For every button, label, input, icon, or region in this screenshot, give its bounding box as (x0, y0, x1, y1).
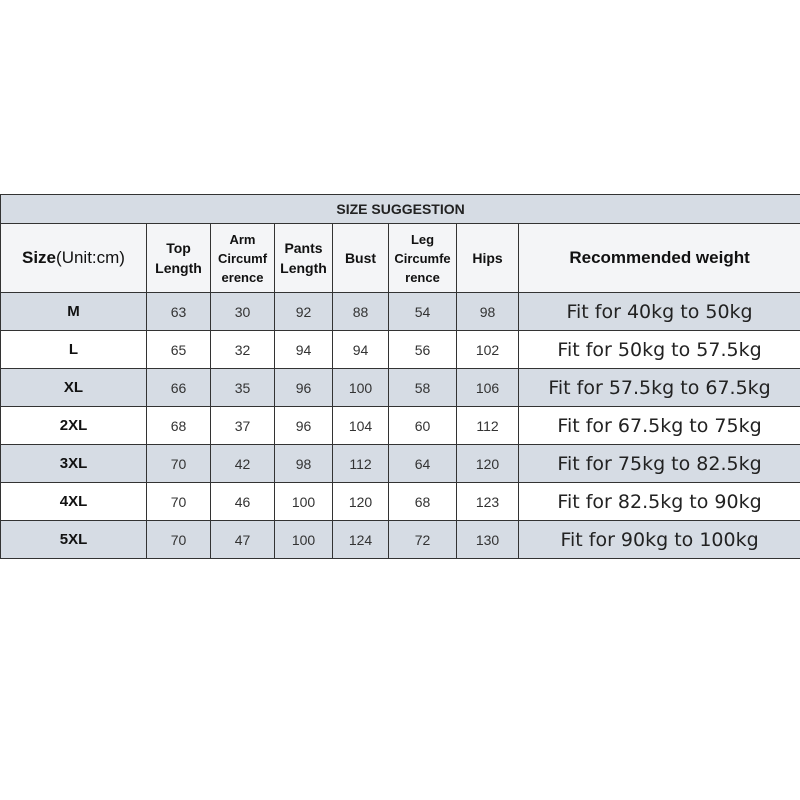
hips-header: Hips (457, 224, 519, 293)
hips-cell: 123 (457, 483, 519, 521)
arm-cell: 47 (211, 521, 275, 559)
table-row (1, 483, 800, 521)
weight-cell: Fit for 82.5kg to 90kg (519, 483, 800, 521)
bust-cell: 112 (333, 445, 389, 483)
hips-cell: 120 (457, 445, 519, 483)
arm-header-line: Circumf (217, 250, 268, 266)
pants-length-header (275, 224, 333, 293)
size-cell: M (1, 293, 147, 331)
top-length-header (147, 224, 211, 293)
bust-cell: 100 (333, 369, 389, 407)
size-cell: 2XL (1, 407, 147, 445)
arm-cell: 46 (211, 483, 275, 521)
size-cell: L (1, 331, 147, 369)
recommended-weight-header: Recommended weight (519, 224, 800, 293)
table-row (1, 407, 800, 445)
hips-cell: 106 (457, 369, 519, 407)
size-header-label: Size (22, 248, 57, 267)
arm-circumference-header (211, 224, 275, 293)
weight-cell: Fit for 67.5kg to 75kg (519, 407, 800, 445)
bust-cell: 104 (333, 407, 389, 445)
arm-cell: 37 (211, 407, 275, 445)
table-row (1, 521, 800, 559)
leg-cell: 56 (389, 331, 457, 369)
leg-circumference-header (389, 224, 457, 293)
table-row (1, 369, 800, 407)
leg-cell: 72 (389, 521, 457, 559)
top-length-cell: 68 (147, 407, 211, 445)
pants-length-cell: 98 (275, 445, 333, 483)
bust-cell: 124 (333, 521, 389, 559)
size-unit-label: (Unit:cm) (56, 248, 125, 267)
weight-cell: Fit for 40kg to 50kg (519, 293, 800, 331)
pants-header-line: Pants (284, 240, 323, 256)
leg-header-line: rence (405, 269, 440, 285)
pants-length-cell: 96 (275, 369, 333, 407)
bust-cell: 94 (333, 331, 389, 369)
hips-cell: 130 (457, 521, 519, 559)
top-length-header-line: Length (155, 260, 202, 276)
size-chart-table (0, 194, 800, 559)
table-row (1, 293, 800, 331)
header-row (1, 224, 800, 293)
pants-length-cell: 100 (275, 483, 333, 521)
arm-header-line: erence (221, 269, 264, 285)
pants-length-cell: 92 (275, 293, 333, 331)
arm-cell: 30 (211, 293, 275, 331)
table-title: SIZE SUGGESTION (1, 195, 800, 224)
leg-header-line: Circumfe (394, 250, 451, 266)
top-length-cell: 63 (147, 293, 211, 331)
size-header (1, 224, 147, 293)
top-length-header-line: Top (166, 240, 191, 256)
top-length-cell: 70 (147, 483, 211, 521)
leg-cell: 64 (389, 445, 457, 483)
hips-cell: 98 (457, 293, 519, 331)
weight-cell: Fit for 50kg to 57.5kg (519, 331, 800, 369)
bust-header: Bust (333, 224, 389, 293)
hips-cell: 112 (457, 407, 519, 445)
pants-header-line: Length (280, 260, 327, 276)
arm-cell: 32 (211, 331, 275, 369)
hips-cell: 102 (457, 331, 519, 369)
size-cell: 5XL (1, 521, 147, 559)
top-length-cell: 70 (147, 521, 211, 559)
pants-length-cell: 96 (275, 407, 333, 445)
pants-length-cell: 100 (275, 521, 333, 559)
table-row (1, 445, 800, 483)
bust-cell: 88 (333, 293, 389, 331)
title-row (1, 195, 800, 224)
leg-cell: 68 (389, 483, 457, 521)
pants-length-cell: 94 (275, 331, 333, 369)
size-cell: 3XL (1, 445, 147, 483)
weight-cell: Fit for 57.5kg to 67.5kg (519, 369, 800, 407)
leg-cell: 58 (389, 369, 457, 407)
weight-cell: Fit for 90kg to 100kg (519, 521, 800, 559)
leg-cell: 60 (389, 407, 457, 445)
arm-cell: 35 (211, 369, 275, 407)
bust-cell: 120 (333, 483, 389, 521)
leg-cell: 54 (389, 293, 457, 331)
table-row (1, 331, 800, 369)
arm-cell: 42 (211, 445, 275, 483)
top-length-cell: 65 (147, 331, 211, 369)
weight-cell: Fit for 75kg to 82.5kg (519, 445, 800, 483)
size-cell: 4XL (1, 483, 147, 521)
leg-header-line: Leg (410, 231, 435, 247)
size-cell: XL (1, 369, 147, 407)
top-length-cell: 70 (147, 445, 211, 483)
top-length-cell: 66 (147, 369, 211, 407)
arm-header-line: Arm (229, 231, 256, 247)
